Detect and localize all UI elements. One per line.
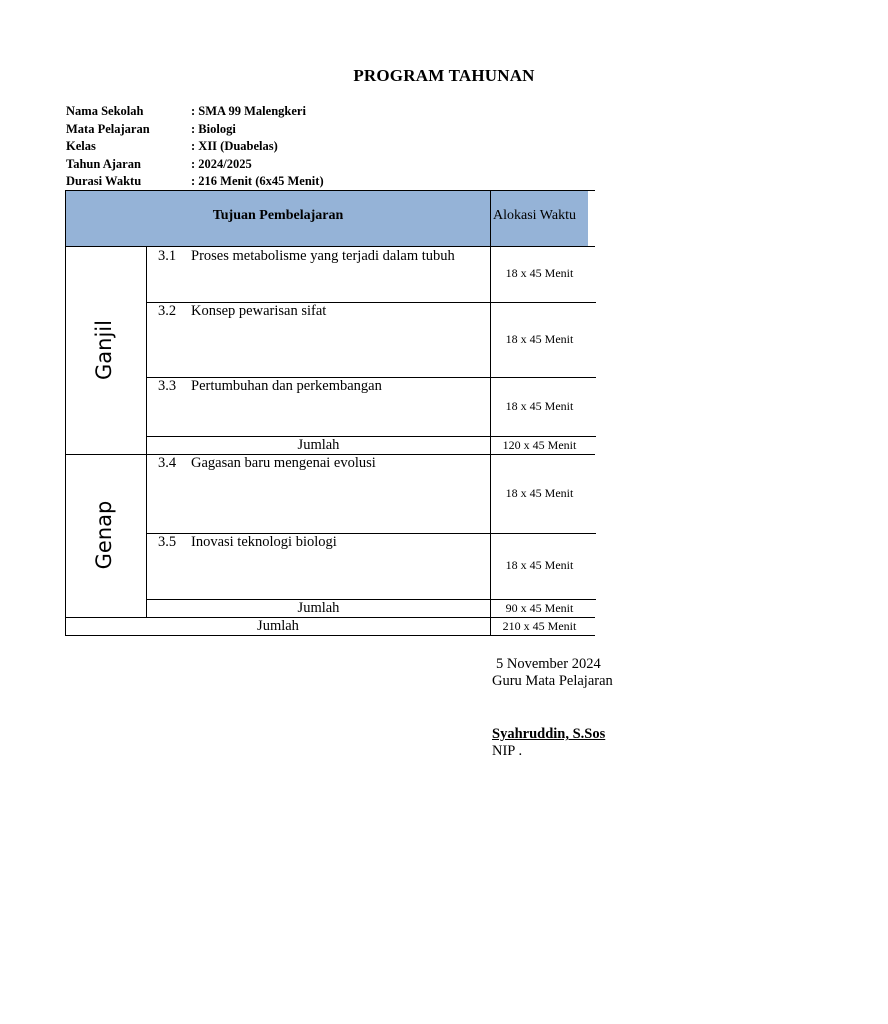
row-number: 3.4 [158, 455, 177, 471]
info-value: : 2024/2025 [191, 156, 252, 171]
semester-ganjil: Ganjil [92, 320, 116, 380]
row-text: Pertumbuhan dan perkembangan [191, 378, 382, 394]
semester-genap: Genap [92, 500, 116, 570]
grid-line [65, 190, 595, 191]
row-alokasi: 18 x 45 Menit [505, 266, 574, 280]
jumlah-genap-value: 90 x 45 Menit [505, 601, 574, 615]
jumlah-total-value: 210 x 45 Menit [502, 619, 577, 633]
header-alokasi: Alokasi Waktu [493, 208, 576, 223]
row-number: 3.2 [158, 303, 177, 319]
row-number: 3.1 [158, 248, 177, 264]
header-tujuan: Tujuan Pembelajaran [212, 208, 344, 223]
row-alokasi: 18 x 45 Menit [505, 332, 574, 346]
info-label: Mata Pelajaran [66, 121, 150, 136]
grid-line [65, 190, 66, 636]
row-text: Proses metabolisme yang terjadi dalam tubuh [191, 248, 455, 264]
info-value: : 216 Menit (6x45 Menit) [191, 174, 324, 188]
info-label: Nama Sekolah [66, 104, 144, 118]
jumlah-ganjil-value: 120 x 45 Menit [502, 438, 577, 452]
row-text: Konsep pewarisan sifat [191, 303, 327, 319]
row-alokasi: 18 x 45 Menit [505, 486, 574, 500]
row-alokasi: 18 x 45 Menit [505, 558, 574, 572]
signature-role: Guru Mata Pelajaran [492, 673, 613, 689]
row-text: Gagasan baru mengenai evolusi [191, 455, 376, 471]
jumlah-genap-label: Jumlah [297, 600, 340, 616]
row-number: 3.3 [158, 378, 177, 394]
signature-date: 5 November 2024 [496, 656, 601, 672]
row-alokasi: 18 x 45 Menit [505, 399, 574, 413]
signature-name: Syahruddin, S.Sos [492, 726, 606, 742]
info-value: : SMA 99 Malengkeri [191, 104, 306, 118]
info-label: Kelas [66, 139, 96, 153]
info-label: Tahun Ajaran [66, 156, 141, 171]
row-number: 3.5 [158, 534, 177, 550]
info-value: : XII (Duabelas) [191, 139, 278, 153]
grid-line [146, 246, 147, 618]
grid-line [65, 635, 595, 636]
jumlah-total-label: Jumlah [257, 618, 299, 634]
row-text: Inovasi teknologi biologi [191, 534, 337, 550]
signature-nip: NIP . [492, 743, 523, 759]
info-label: Durasi Waktu [66, 174, 142, 188]
grid-line [65, 246, 595, 247]
page-title: PROGRAM TAHUNAN [353, 66, 535, 85]
jumlah-ganjil-label: Jumlah [297, 437, 340, 453]
info-value: : Biologi [191, 121, 236, 136]
